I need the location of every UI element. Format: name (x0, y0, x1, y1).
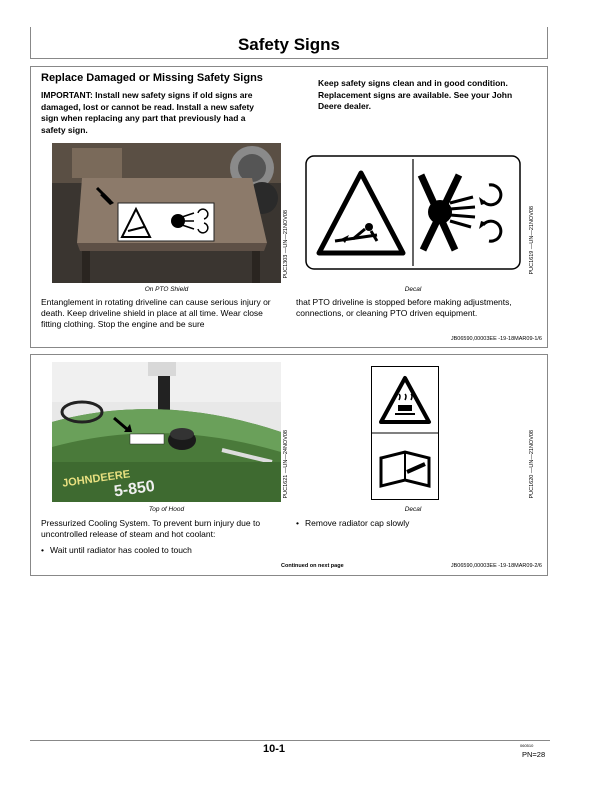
important-note (41, 90, 271, 136)
footer-rule (30, 740, 550, 741)
cooling-decal-caption: Decal (404, 506, 422, 513)
decal-caption: Decal (404, 286, 422, 293)
hood-photo (52, 362, 281, 502)
footer-tiny-code: 060510 (520, 743, 534, 748)
bullet-right-text: Remove radiator cap slowly (305, 518, 410, 528)
section2-text-left: Pressurized Cooling System. To prevent burn injury due to uncontrolled release of steam and hot coolant: (41, 518, 261, 539)
page-number: 10-1 (263, 743, 286, 755)
section1-ref: JB06590,00003EE -19-18MAR09-1/6 (450, 336, 542, 342)
pto-shield-photo (52, 143, 281, 283)
important-label: IMPORTANT: (41, 90, 93, 100)
hood-model-label: 5-850 (112, 477, 156, 501)
read-manual-icon (381, 452, 429, 486)
photo-code: PUC1303 —UN—21NOV08 (283, 210, 289, 279)
important-text: Install new safety signs if old signs are damaged, lost or cannot be read. Install a new safety sign when replacing any part that previously had a safety sign. (41, 90, 255, 135)
section1-text-right: that PTO driveline is stopped before making adjustments, connections, or cleaning PTO driven equipment. (296, 297, 512, 318)
page-title: Safety Signs (237, 35, 341, 54)
hood-photo-code: PUC1621 —UN—24NOV08 (283, 430, 289, 499)
photo-caption: On PTO Shield (144, 286, 189, 293)
bullet-right: • Remove radiator cap slowly (296, 518, 410, 528)
hood-brand: JOHNDEERE (61, 468, 131, 490)
bullet-left-text: Wait until radiator has cooled to touch (50, 545, 192, 555)
continued-note: Continued on next page (281, 563, 344, 569)
pto-decal (305, 155, 521, 270)
decal-code: PUC1619 —UN—21NOV08 (529, 206, 535, 275)
section1-text-left: Entanglement in rotating driveline can cause serious injury or death. Keep driveline shield in place at all time. Wear close fitting clothing. Stop the engine and be sure (41, 297, 271, 329)
cooling-decal (371, 366, 439, 500)
keep-signs-note: Keep safety signs clean and in good condition. Replacement signs are available. See your John Deere dealer. (318, 78, 513, 111)
hood-photo-caption: Top of Hood (148, 506, 185, 513)
section2-ref: JB06590,00003EE -19-18MAR09-2/6 (450, 563, 542, 569)
section1-heading: Replace Damaged or Missing Safety Signs (41, 72, 263, 84)
pn-number: PN=28 (522, 750, 546, 759)
cooling-decal-code: PUC1620 —UN—21NOV08 (529, 430, 535, 499)
page-title-box (30, 27, 548, 59)
bullet-left: • Wait until radiator has cooled to touch (41, 545, 192, 555)
